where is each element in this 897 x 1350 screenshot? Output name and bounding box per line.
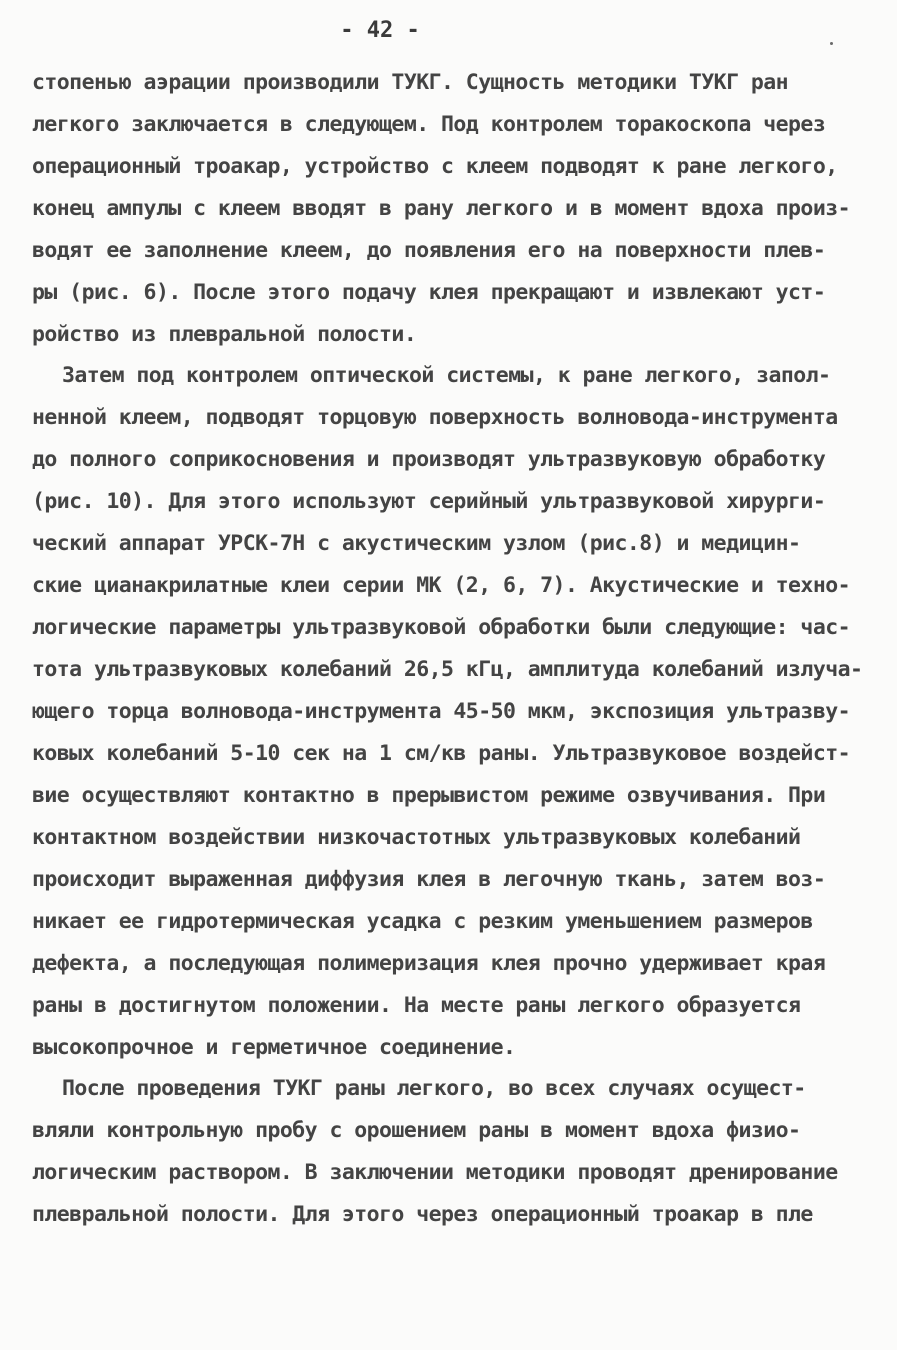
text-line: ройство из плевральной полости. [32, 322, 417, 347]
text-line: происходит выраженная диффузия клея в легочную ткань, затем воз- [32, 867, 826, 892]
text-line: ющего торца волновода-инструмента 45-50 мкм, экспозиция ультразву- [32, 699, 851, 724]
text-line: конец ампулы с клеем вводят в рану легкого и в момент вдоха произ- [32, 196, 851, 221]
scan-speck [830, 42, 833, 45]
text-line: вие осуществляют контактно в прерывистом режиме озвучивания. При [32, 783, 826, 808]
page-number: - 42 - [340, 18, 420, 43]
text-line: (рис. 10). Для этого используют серийный ультразвуковой хирурги- [32, 489, 826, 514]
text-line: операционный троакар, устройство с клеем подводят к ране легкого, [32, 154, 838, 179]
text-line: стопенью аэрации производили ТУКГ. Сущность методики ТУКГ ран [32, 70, 789, 95]
text-line: ковых колебаний 5-10 сек на 1 см/кв раны. Ультразвуковое воздейст- [32, 741, 851, 766]
text-line: тота ультразвуковых колебаний 26,5 кГц, амплитуда колебаний излуча- [32, 657, 863, 682]
text-line: легкого заключается в следующем. Под контролем торакоскопа через [32, 112, 826, 137]
text-line: контактном воздействии низкочастотных ультразвуковых колебаний [32, 825, 801, 850]
text-line: никает ее гидротермическая усадка с резким уменьшением размеров [32, 909, 813, 934]
text-line: логическим раствором. В заключении методики проводят дренирование [32, 1160, 838, 1185]
text-line: дефекта, а последующая полимеризация клея прочно удерживает края [32, 951, 826, 976]
text-line: логические параметры ультразвуковой обработки были следующие: час- [32, 615, 851, 640]
paragraph-first-line: После проведения ТУКГ раны легкого, во всех случаях осущест- [62, 1076, 806, 1101]
text-line: до полного соприкосновения и производят ультразвуковую обработку [32, 447, 826, 472]
text-line: водят ее заполнение клеем, до появления его на поверхности плев- [32, 238, 826, 263]
text-line: раны в достигнутом положении. На месте раны легкого образуется [32, 993, 801, 1018]
text-line: ненной клеем, подводят торцовую поверхность волновода-инструмента [32, 405, 838, 430]
text-line: ры (рис. 6). После этого подачу клея прекращают и извлекают уст- [32, 280, 826, 305]
text-line: ские цианакрилатные клеи серии МК (2, 6, 7). Акустические и техно- [32, 573, 851, 598]
paragraph-first-line: Затем под контролем оптической системы, к ране легкого, запол- [62, 363, 831, 388]
text-line: вляли контрольную пробу с орошением раны в момент вдоха физио- [32, 1118, 801, 1143]
text-line: плевральной полости. Для этого через операционный троакар в пле [32, 1202, 813, 1227]
text-line: ческий аппарат УРСК-7Н с акустическим узлом (рис.8) и медицин- [32, 531, 801, 556]
text-line: высокопрочное и герметичное соединение. [32, 1035, 516, 1060]
